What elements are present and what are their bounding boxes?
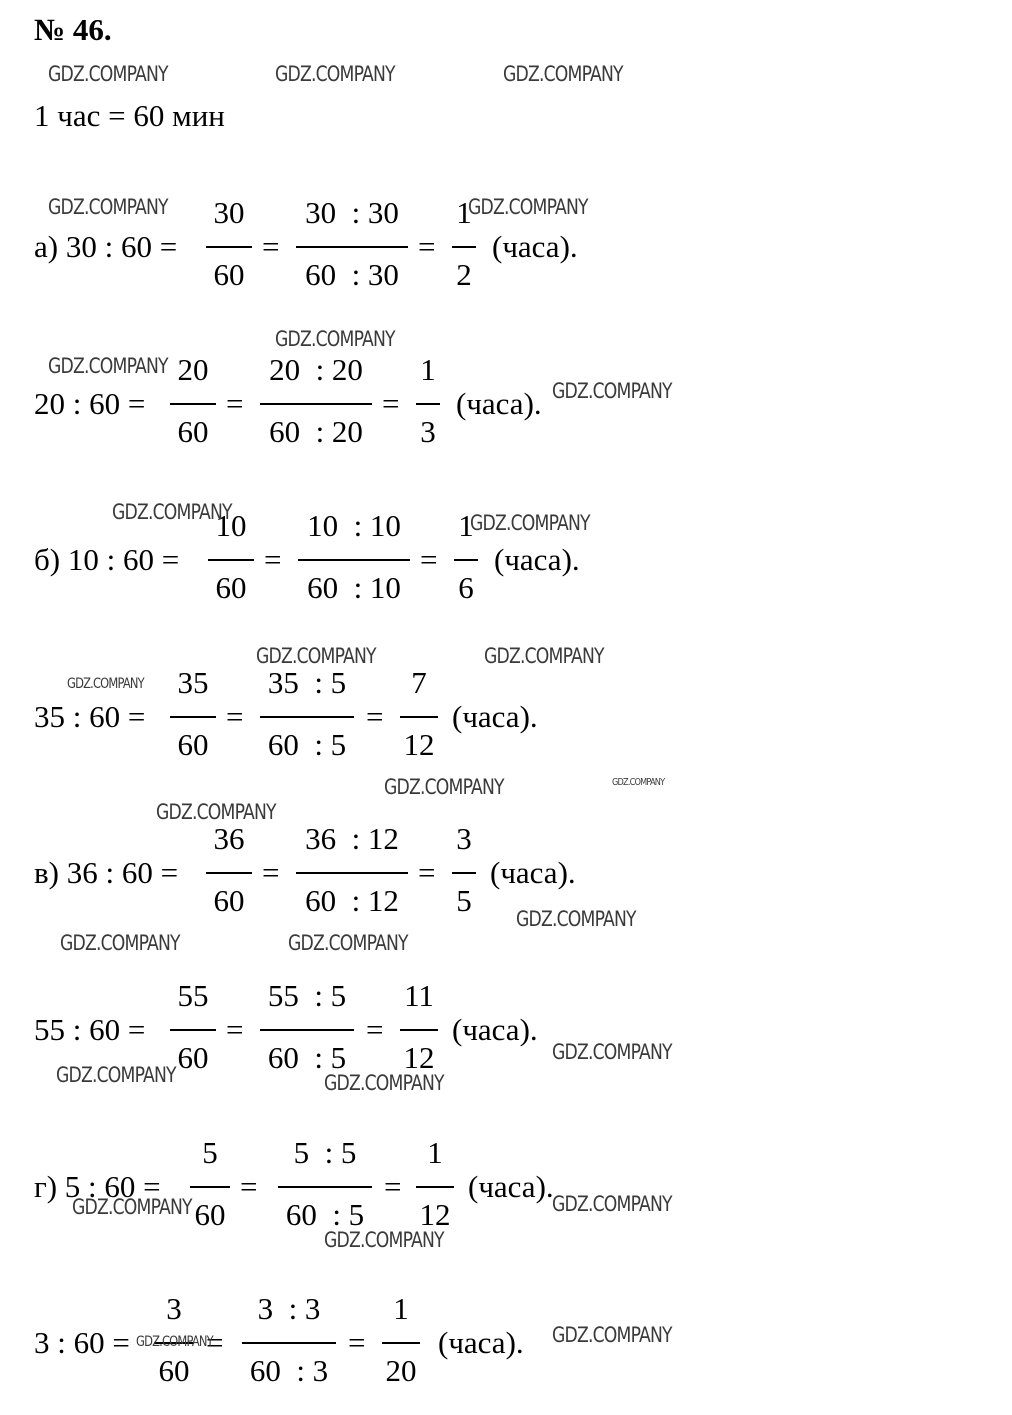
fraction-bar (416, 1186, 454, 1188)
denominator: 60 : 5 (285, 1197, 365, 1232)
denominator: 12 (419, 1197, 451, 1232)
numerator: 10 (215, 508, 247, 543)
watermark: GDZ.COMPANY (552, 379, 672, 403)
fraction-3 (400, 665, 438, 765)
equation-prefix: б) 10 : 60 = (34, 542, 180, 577)
numerator: 20 (177, 352, 209, 387)
fraction-bar (400, 716, 438, 718)
watermark: GDZ.COMPANY (67, 676, 144, 692)
fraction-bar (416, 403, 440, 405)
denominator: 6 (458, 570, 474, 605)
fraction-2 (298, 508, 410, 608)
equals-sign: = (262, 855, 280, 890)
fraction-bar (454, 559, 478, 561)
equals-sign: = (240, 1169, 258, 1204)
equals-sign: = (420, 542, 438, 577)
exercise-number: № 46. (34, 12, 112, 47)
watermark: GDZ.COMPANY (275, 62, 395, 86)
equals-sign: = (366, 699, 384, 734)
denominator: 60 (158, 1353, 190, 1388)
fraction-bar (382, 1342, 420, 1344)
fraction-bar (278, 1186, 372, 1188)
watermark: GDZ.COMPANY (112, 500, 232, 524)
watermark: GDZ.COMPANY (384, 775, 504, 799)
equals-sign: = (418, 229, 436, 264)
fraction-2 (296, 195, 408, 295)
fraction-bar (296, 872, 408, 874)
fraction-bar (242, 1342, 336, 1344)
denominator: 60 : 3 (249, 1353, 329, 1388)
equals-sign: = (382, 386, 400, 421)
equation-prefix: 20 : 60 = (34, 386, 146, 421)
fraction-3 (452, 821, 476, 921)
numerator: 1 (456, 195, 472, 230)
numerator: 55 (177, 978, 209, 1013)
denominator: 60 (213, 257, 245, 292)
fraction-bar (452, 872, 476, 874)
watermark: GDZ.COMPANY (136, 1334, 213, 1350)
watermark: GDZ.COMPANY (484, 644, 604, 668)
numerator: 30 (213, 195, 245, 230)
numerator: 30 : 30 (305, 195, 399, 230)
numerator: 1 (427, 1135, 443, 1170)
unit-suffix: (часа). (452, 699, 538, 734)
denominator: 60 : 5 (267, 1040, 347, 1075)
fraction-1 (170, 352, 216, 452)
numerator: 3 (456, 821, 472, 856)
denominator: 2 (456, 257, 472, 292)
watermark: GDZ.COMPANY (503, 62, 623, 86)
fraction-1 (206, 821, 252, 921)
numerator: 36 (213, 821, 245, 856)
fraction-bar (170, 716, 216, 718)
fraction-bar (170, 1029, 216, 1031)
denominator: 60 (213, 883, 245, 918)
fraction-3 (382, 1291, 420, 1391)
denominator: 60 (215, 570, 247, 605)
numerator: 5 (202, 1135, 218, 1170)
equals-sign: = (264, 542, 282, 577)
fraction-2 (278, 1135, 372, 1235)
numerator: 35 : 5 (267, 665, 347, 700)
unit-suffix: (часа). (452, 1012, 538, 1047)
watermark: GDZ.COMPANY (552, 1323, 672, 1347)
intro-line: 1 час = 60 мин (34, 98, 225, 133)
fraction-2 (296, 821, 408, 921)
fraction-3 (416, 352, 440, 452)
fraction-bar (298, 559, 410, 561)
numerator: 1 (458, 508, 474, 543)
watermark: GDZ.COMPANY (72, 1195, 192, 1219)
equation-prefix: 35 : 60 = (34, 699, 146, 734)
fraction-bar (206, 872, 252, 874)
fraction-2 (260, 665, 354, 765)
watermark: GDZ.COMPANY (256, 644, 376, 668)
denominator: 12 (403, 1040, 435, 1075)
equation-prefix: в) 36 : 60 = (34, 855, 179, 890)
numerator: 35 (177, 665, 209, 700)
watermark: GDZ.COMPANY (552, 1192, 672, 1216)
watermark: GDZ.COMPANY (56, 1063, 176, 1087)
numerator: 5 : 5 (293, 1135, 357, 1170)
denominator: 60 : 30 (305, 257, 399, 292)
unit-suffix: (часа). (456, 386, 542, 421)
equals-sign: = (226, 699, 244, 734)
numerator: 10 : 10 (307, 508, 401, 543)
equals-sign: = (348, 1325, 366, 1360)
fraction-1 (170, 978, 216, 1078)
equals-sign: = (418, 855, 436, 890)
fraction-bar (400, 1029, 438, 1031)
equals-sign: = (226, 386, 244, 421)
watermark: GDZ.COMPANY (470, 511, 590, 535)
numerator: 36 : 12 (305, 821, 399, 856)
denominator: 5 (456, 883, 472, 918)
fraction-1 (190, 1135, 230, 1235)
unit-suffix: (часа). (490, 855, 576, 890)
fraction-bar (170, 403, 216, 405)
fraction-bar (206, 246, 252, 248)
fraction-2 (260, 352, 372, 452)
unit-suffix: (часа). (438, 1325, 524, 1360)
fraction-bar (208, 559, 254, 561)
watermark: GDZ.COMPANY (324, 1228, 444, 1252)
watermark: GDZ.COMPANY (612, 777, 665, 788)
equals-sign: = (366, 1012, 384, 1047)
unit-suffix: (часа). (468, 1169, 554, 1204)
fraction-bar (452, 246, 476, 248)
equals-sign: = (226, 1012, 244, 1047)
denominator: 60 (177, 1040, 209, 1075)
denominator: 60 (194, 1197, 226, 1232)
denominator: 3 (420, 414, 436, 449)
equation-v1 (34, 821, 654, 921)
numerator: 55 : 5 (267, 978, 347, 1013)
equals-sign: = (206, 1325, 224, 1360)
watermark: GDZ.COMPANY (60, 931, 180, 955)
denominator: 60 : 5 (267, 727, 347, 762)
watermark: GDZ.COMPANY (552, 1040, 672, 1064)
unit-suffix: (часа). (494, 542, 580, 577)
fraction-bar (260, 716, 354, 718)
denominator: 12 (403, 727, 435, 762)
equation-prefix: 55 : 60 = (34, 1012, 146, 1047)
fraction-3 (400, 978, 438, 1078)
watermark: GDZ.COMPANY (288, 931, 408, 955)
fraction-1 (206, 195, 252, 295)
equation-g1 (34, 1135, 654, 1235)
watermark: GDZ.COMPANY (275, 327, 395, 351)
watermark: GDZ.COMPANY (156, 800, 276, 824)
numerator: 3 : 3 (257, 1291, 321, 1326)
numerator: 20 : 20 (269, 352, 363, 387)
denominator: 60 : 20 (269, 414, 363, 449)
numerator: 7 (411, 665, 427, 700)
fraction-bar (260, 403, 372, 405)
fraction-2 (242, 1291, 336, 1391)
unit-suffix: (часа). (492, 229, 578, 264)
equation-prefix: а) 30 : 60 = (34, 229, 178, 264)
fraction-1 (170, 665, 216, 765)
denominator: 60 (177, 414, 209, 449)
numerator: 1 (393, 1291, 409, 1326)
denominator: 60 (177, 727, 209, 762)
watermark: GDZ.COMPANY (48, 62, 168, 86)
fraction-bar (260, 1029, 354, 1031)
equals-sign: = (384, 1169, 402, 1204)
equation-prefix: г) 5 : 60 = (34, 1169, 161, 1204)
watermark: GDZ.COMPANY (48, 195, 168, 219)
denominator: 20 (385, 1353, 417, 1388)
numerator: 11 (404, 978, 434, 1013)
fraction-2 (260, 978, 354, 1078)
watermark: GDZ.COMPANY (516, 907, 636, 931)
watermark: GDZ.COMPANY (468, 195, 588, 219)
denominator: 60 : 12 (305, 883, 399, 918)
numerator: 3 (166, 1291, 182, 1326)
fraction-bar (190, 1186, 230, 1188)
equation-prefix: 3 : 60 = (34, 1325, 130, 1360)
fraction-bar (296, 246, 408, 248)
denominator: 60 : 10 (307, 570, 401, 605)
watermark: GDZ.COMPANY (324, 1071, 444, 1095)
numerator: 1 (420, 352, 436, 387)
fraction-3 (416, 1135, 454, 1235)
equals-sign: = (262, 229, 280, 264)
watermark: GDZ.COMPANY (48, 354, 168, 378)
